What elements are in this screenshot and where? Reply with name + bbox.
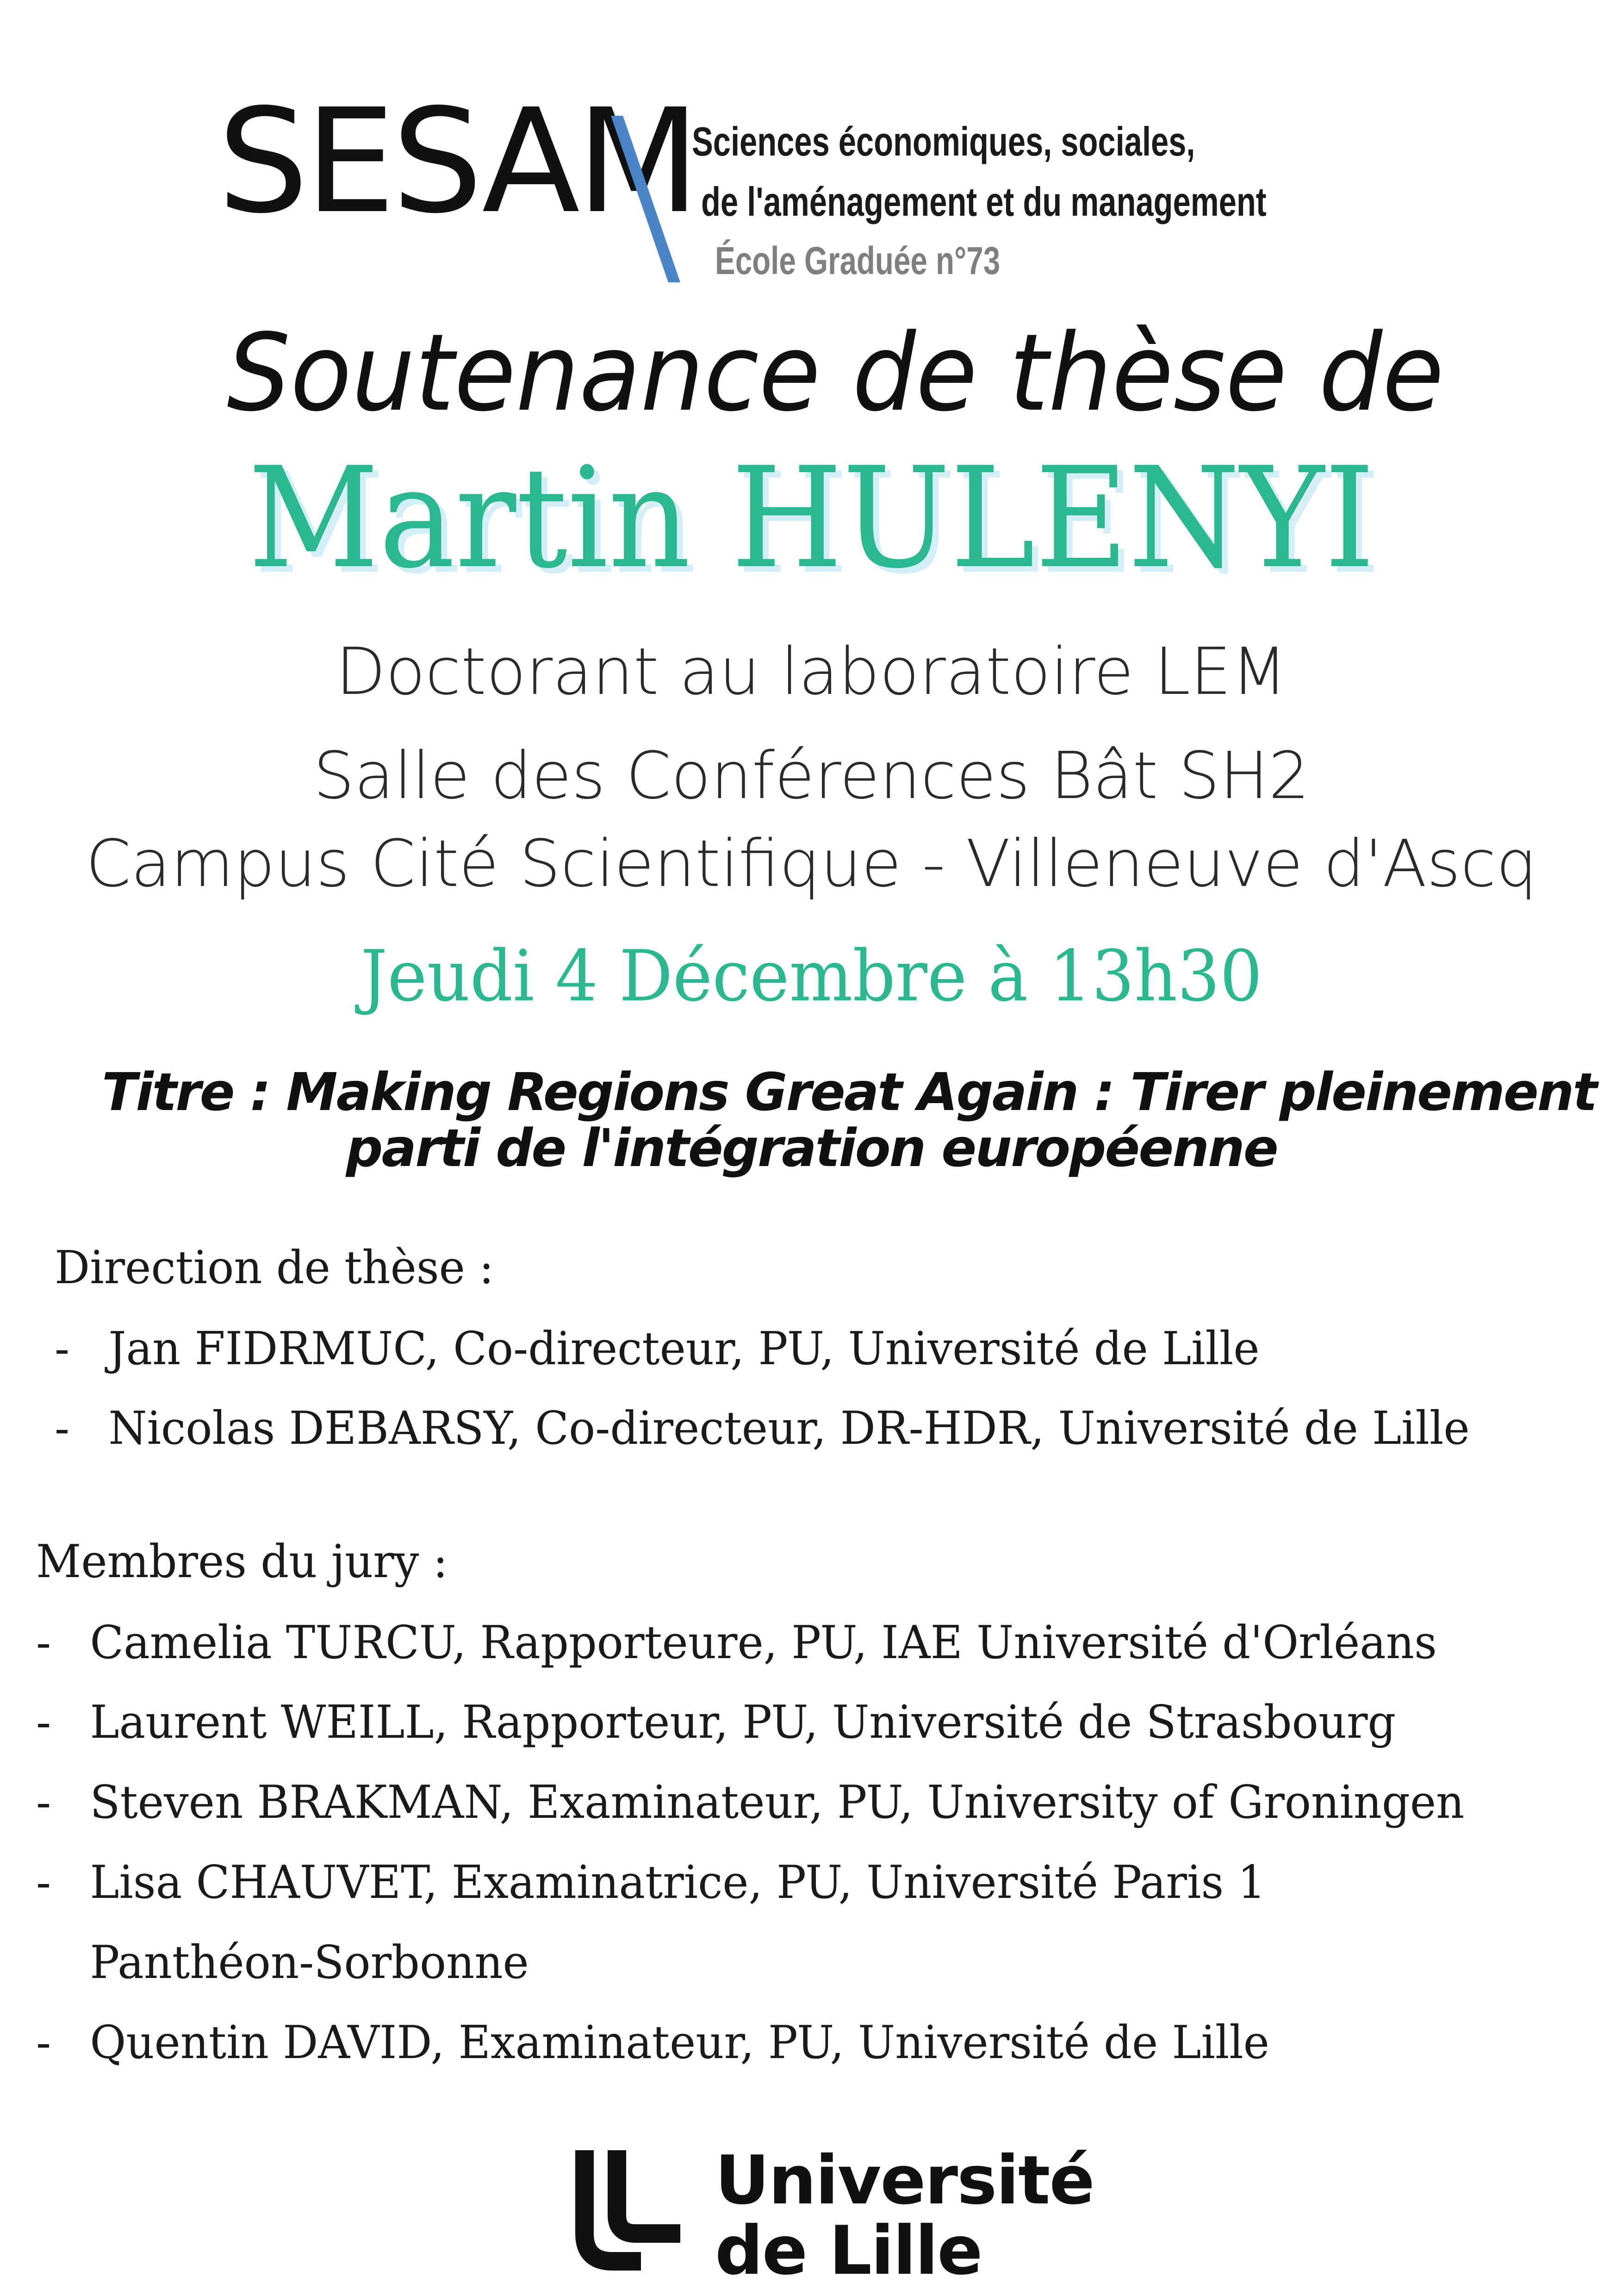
jury-member: - Laurent WEILL, Rapporteur, PU, Université de Strasbourg bbox=[36, 1696, 1396, 1749]
sesam-tagline-line1: Sciences économiques, sociales, bbox=[692, 119, 1195, 164]
university-name-line1: Université bbox=[715, 2141, 1094, 2220]
sesam-logo-wordmark: SESAM bbox=[218, 78, 696, 245]
jury-member: - Steven BRAKMAN, Examinateur, PU, University of Groningen bbox=[36, 1776, 1465, 1829]
candidate-role: Doctorant au laboratoire LEM bbox=[336, 634, 1287, 710]
jury-heading: Membres du jury : bbox=[36, 1535, 448, 1588]
thesis-title-line1: Titre : Making Regions Great Again : Tirer pleinement bbox=[102, 1062, 1596, 1123]
jury-member: - Lisa CHAUVET, Examinatrice, PU, Université Paris 1 bbox=[36, 1856, 1266, 1909]
direction-heading: Direction de thèse : bbox=[55, 1242, 494, 1294]
sesam-school-label: École Graduée n°73 bbox=[715, 239, 1001, 282]
direction-member: - Jan FIDRMUC, Co-directeur, PU, Université de Lille bbox=[55, 1323, 1260, 1375]
university-name-line2: de Lille bbox=[715, 2212, 982, 2290]
defense-heading: Soutenance de thèse de bbox=[227, 312, 1444, 435]
jury-member: - Quentin DAVID, Examinateur, PU, Université de Lille bbox=[36, 2016, 1269, 2069]
direction-member: - Nicolas DEBARSY, Co-directeur, DR-HDR, Université de Lille bbox=[55, 1402, 1470, 1455]
sesam-tagline-line2: de l'aménagement et du management bbox=[701, 179, 1267, 225]
thesis-title bbox=[102, 1062, 1596, 1179]
candidate-name: Martin HULENYI bbox=[248, 437, 1375, 599]
event-campus: Campus Cité Scientifique - Villeneuve d'Ascq bbox=[86, 826, 1537, 902]
jury-member-continuation: Panthéon-Sorbonne bbox=[90, 1936, 529, 1989]
thesis-title-line2: parti de l'intégration européenne bbox=[346, 1118, 1277, 1179]
sesam-logo-slash-icon bbox=[611, 116, 680, 282]
event-room: Salle des Conférences Bât SH2 bbox=[313, 738, 1310, 814]
jury-member: - Camelia TURCU, Rapporteure, PU, IAE Université d'Orléans bbox=[36, 1616, 1437, 1669]
universite-de-lille-logo-icon bbox=[572, 2150, 683, 2277]
event-date-time: Jeudi 4 Décembre à 13h30 bbox=[361, 935, 1262, 1017]
